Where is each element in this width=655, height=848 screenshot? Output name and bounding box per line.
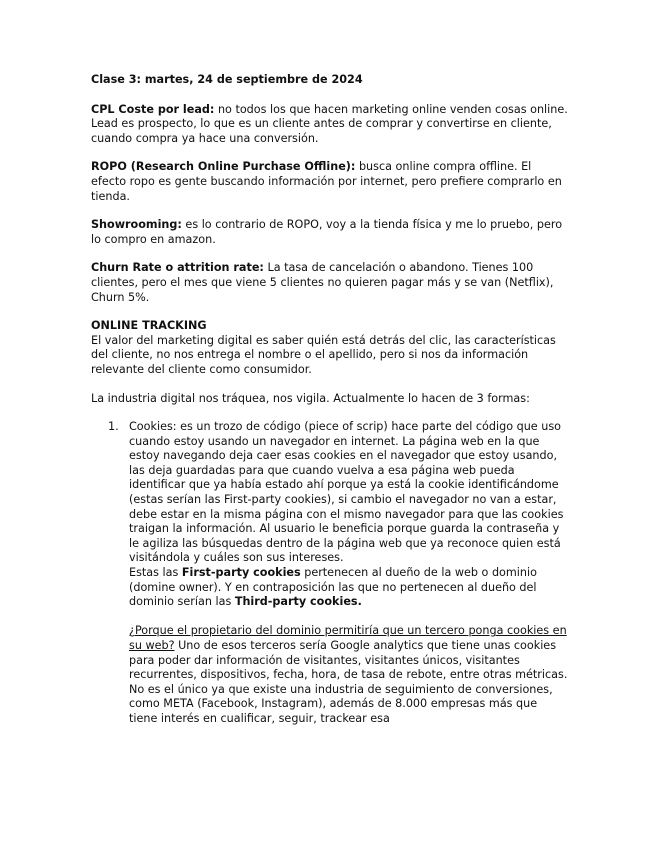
cpl-paragraph [91,103,569,147]
tracking-heading: ONLINE TRACKING [91,319,207,333]
industry-paragraph: La industria digital nos tráquea, nos vigila. Actualmente lo hacen de 3 formas: [91,391,530,405]
question-paragraph [129,624,569,682]
tracking-methods-list [91,420,569,726]
party-cookies-paragraph [129,566,569,610]
churn-term: Churn Rate o attrition rate: [91,261,264,275]
showrooming-term: Showrooming: [91,218,182,232]
showrooming-paragraph [91,218,569,247]
first-party-intro: Estas las [129,566,182,580]
list-item-cookies [91,420,569,726]
list-item-number: 1. [108,420,119,434]
question-text: ¿Porque el propietario del dominio permitiría que un tercero ponga cookies en su web? [129,624,567,652]
page-title: Clase 3: martes, 24 de septiembre de 2024 [91,73,363,86]
cookies-paragraph: Cookies: es un trozo de código (piece of scrip) hace parte del código que uso cuando estoy usando un navegador en internet. La página web en la que estoy navegando deja caer esas cookies en el navegador que estoy usando, las deja guardadas para que cuando vuelva a esa página web pueda identificar que ya había estado ahí porque ya está la cookie identificándome (estas serían las First-party cookies), si cambio el navegador no van a estar, debe estar en la misma página con el mismo navegador para que las cookies traigan la información. Al usuario le beneficia porque guarda la contraseña y le agiliza las búsquedas dentro de la página web que ya reconoce quien está visitándola y cuáles son sus intereses. [129,420,564,565]
tracking-paragraph: El valor del marketing digital es saber quién está detrás del clic, las características del cliente, no nos entrega el nombre o el apellido, pero si nos da información relevante del cliente como consumidor. [91,333,556,376]
answer-text: Uno de esos terceros sería Google analytics que tiene unas cookies para poder dar información de visitantes, visitantes únicos, visitantes recurrentes, dispositivos, fecha, hora, de tasa de rebote, entre otras métricas. [129,639,568,682]
document-body [91,73,569,727]
ropo-term: ROPO (Research Online Purchase Offline): [91,160,356,174]
cpl-text: no todos los que hacen marketing online venden cosas online. Lead es prospecto, lo que es un cliente antes de comprar y convertirse en cliente, cuando compra ya hace una conversión. [91,102,568,145]
churn-paragraph [91,261,569,305]
showrooming-text: es lo contrario de ROPO, voy a la tienda física y me lo pruebo, pero lo compro en amazon. [91,218,563,246]
ropo-paragraph [91,160,569,204]
cpl-term: CPL Coste por lead: [91,102,215,116]
first-party-text: pertenecen al dueño de la web o dominio (domine owner). Y en contraposición las que no pertenecen al dueño del dominio serían las [129,566,537,609]
meta-paragraph: No es el único ya que existe una industria de seguimiento de conversiones, como META (Facebook, Instagram), además de 8.000 empresas más que tiene interés en cualificar, seguir, trackear esa [129,682,553,725]
third-party-term: Third-party cookies. [234,595,362,609]
first-party-term: First-party cookies [181,566,301,580]
spacer [129,610,569,625]
ropo-text: busca online compra offline. El efecto ropo es gente buscando información por internet, pero prefiere comprarlo en tienda. [91,160,562,203]
churn-text: La tasa de cancelación o abandono. Tienes 100 clientes, pero el mes que viene 5 clientes no quieren pagar más y se van (Netflix), Churn 5%. [91,261,554,304]
